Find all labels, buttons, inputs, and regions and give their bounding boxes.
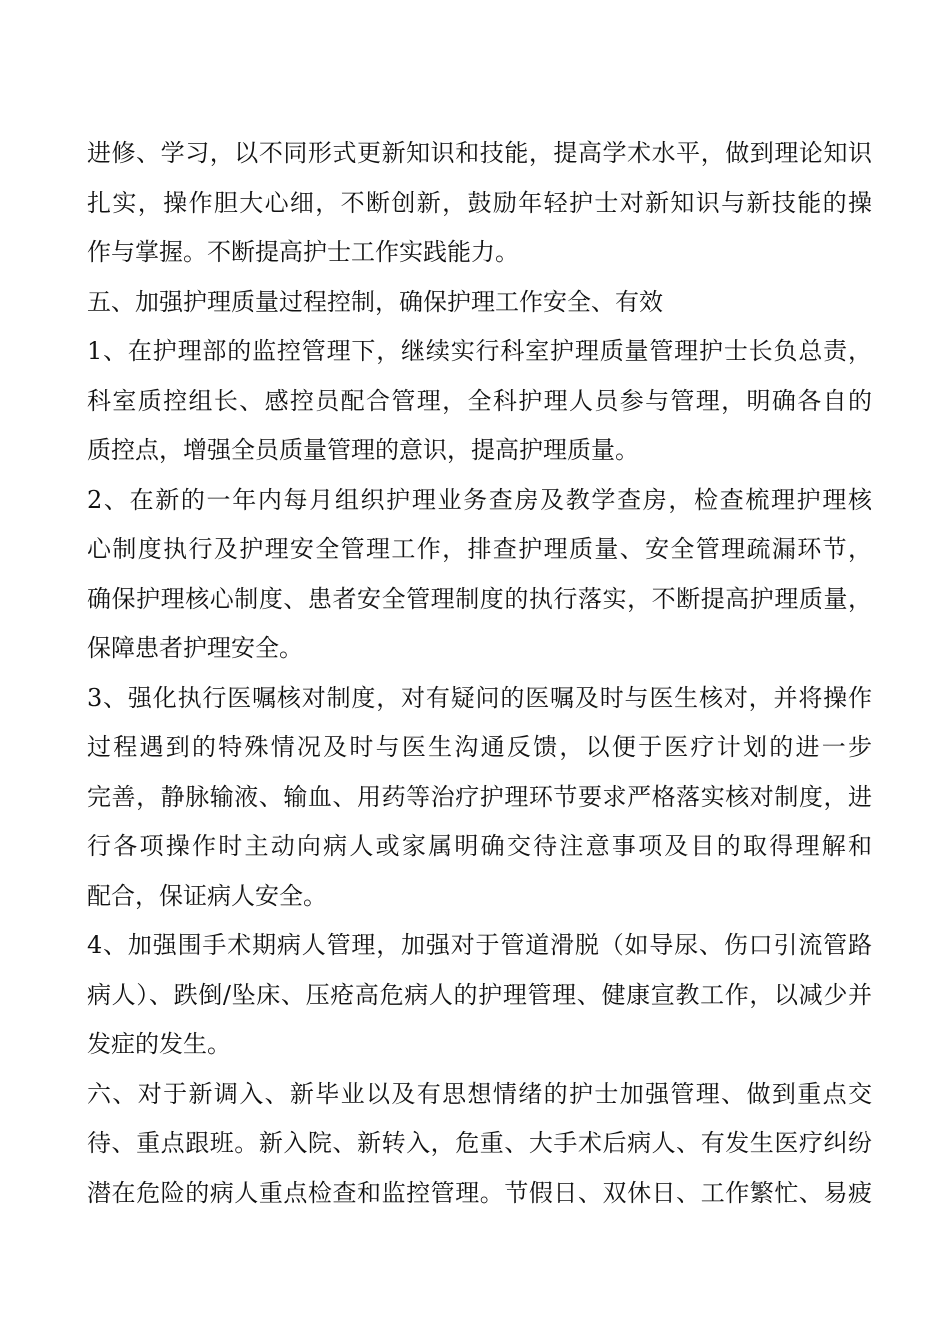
text-line: 五、加强护理质量过程控制，确保护理工作安全、有效 xyxy=(87,287,663,316)
text-line: 过程遇到的特殊情况及时与医生沟通反馈，以便于医疗计划的进一步 xyxy=(87,733,872,761)
text-line: 质控点，增强全员质量管理的意识，提高护理质量。 xyxy=(87,436,639,464)
text-line: 潜在危险的病人重点检查和监控管理。节假日、双休日、工作繁忙、易疲 xyxy=(87,1178,872,1207)
text-line: 完善，静脉输液、输血、用药等治疗护理环节要求严格落实核对制度，进 xyxy=(87,782,872,811)
text-line: 待、重点跟班。新入院、新转入，危重、大手术后病人、有发生医疗纠纷 xyxy=(87,1129,872,1157)
text-line: 六、对于新调入、新毕业以及有思想情绪的护士加强管理、做到重点交 xyxy=(87,1079,872,1108)
text-line: 4、加强围手术期病人管理，加强对于管道滑脱（如导尿、伤口引流管路 xyxy=(87,931,872,959)
text-line: 心制度执行及护理安全管理工作，排查护理质量、安全管理疏漏环节， xyxy=(87,535,872,563)
text-line: 作与掌握。不断提高护士工作实践能力。 xyxy=(87,238,519,266)
text-line: 进修、学习，以不同形式更新知识和技能，提高学术水平，做到理论知识 xyxy=(87,139,872,167)
document-body xyxy=(87,129,872,1218)
text-line: 行各项操作时主动向病人或家属明确交待注意事项及目的取得理解和 xyxy=(87,832,872,860)
text-line: 2、在新的一年内每月组织护理业务查房及教学查房，检查梳理护理核 xyxy=(87,485,872,514)
text-line: 1、在护理部的监控管理下，继续实行科室护理质量管理护士长负总责， xyxy=(87,337,872,365)
text-line: 扎实，操作胆大心细，不断创新，鼓励年轻护士对新知识与新技能的操 xyxy=(87,188,872,217)
text-line: 配合，保证病人安全。 xyxy=(87,881,327,910)
text-line: 发症的发生。 xyxy=(87,1030,231,1058)
text-line: 确保护理核心制度、患者安全管理制度的执行落实，不断提高护理质量， xyxy=(87,584,872,613)
text-line: 3、强化执行医嘱核对制度，对有疑问的医嘱及时与医生核对，并将操作 xyxy=(87,683,872,712)
text-line: 科室质控组长、感控员配合管理，全科护理人员参与管理，明确各自的 xyxy=(87,386,872,415)
text-line: 保障患者护理安全。 xyxy=(87,634,303,662)
text-line: 病人）、跌倒/坠床、压疮高危病人的护理管理、健康宣教工作，以减少并 xyxy=(87,980,872,1009)
